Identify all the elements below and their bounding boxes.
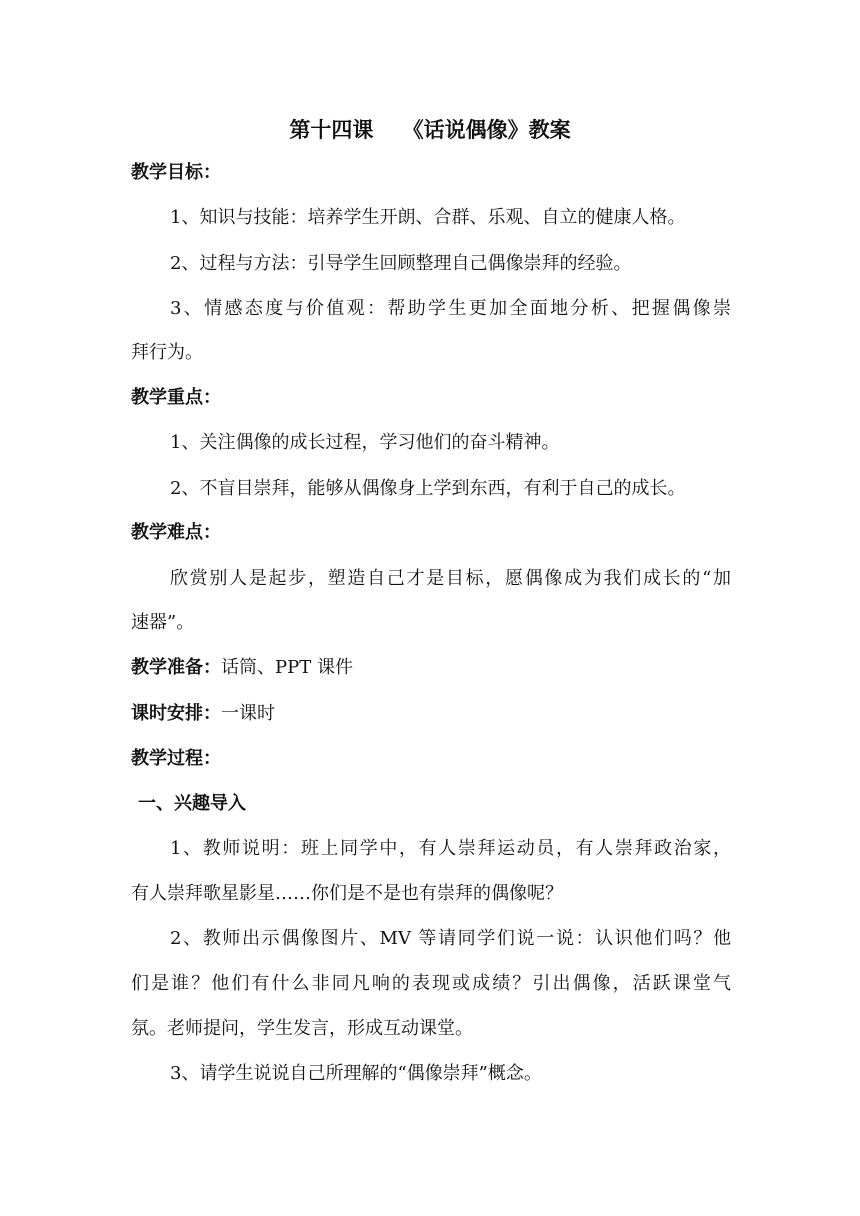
process-item-1-line-2: 有人崇拜歌星影星……你们是不是也有崇拜的偶像呢？	[131, 883, 563, 904]
objective-item-1: 1、知识与技能：培养学生开朗、合群、乐观、自立的健康人格。	[170, 207, 686, 228]
difficulties-heading: 教学难点：	[131, 522, 221, 543]
preparation-value: 话筒、PPT 课件	[221, 657, 353, 678]
document-title: 第十四课 《话说偶像》教案	[289, 117, 571, 142]
process-item-1-line-1: 1、教师说明：班上同学中，有人崇拜运动员，有人崇拜政治家，	[170, 838, 731, 859]
process-item-3: 3、请学生说说自己所理解的“偶像崇拜”概念。	[170, 1063, 542, 1084]
schedule-value: 一课时	[221, 703, 275, 724]
process-heading: 教学过程：	[131, 748, 221, 769]
preparation-label: 教学准备：	[131, 657, 221, 678]
process-item-2-line-2: 们是谁？他们有什么非同凡响的表现或成绩？引出偶像，活跃课堂气	[131, 973, 731, 994]
schedule-row	[131, 702, 731, 726]
difficulties-line-1: 欣赏别人是起步，塑造自己才是目标，愿偶像成为我们成长的“加	[170, 568, 731, 589]
key-points-heading: 教学重点：	[131, 387, 221, 408]
key-point-item-1: 1、关注偶像的成长过程，学习他们的奋斗精神。	[170, 432, 560, 453]
objective-item-3-line-2: 拜行为。	[131, 342, 203, 363]
objectives-heading: 教学目标：	[131, 162, 221, 183]
schedule-label: 课时安排：	[131, 703, 221, 724]
objective-item-3-line-1: 3、情感态度与价值观：帮助学生更加全面地分析、把握偶像崇	[170, 298, 731, 319]
section-1-title: 一、兴趣导入	[138, 793, 246, 814]
key-point-item-2: 2、不盲目崇拜，能够从偶像身上学到东西，有利于自己的成长。	[170, 478, 686, 499]
preparation-row	[131, 656, 731, 680]
process-item-2-line-3: 氛。老师提问，学生发言，形成互动课堂。	[131, 1018, 473, 1039]
objective-item-2: 2、过程与方法：引导学生回顾整理自己偶像崇拜的经验。	[170, 253, 632, 274]
process-item-2-line-1: 2、教师出示偶像图片、MV 等请同学们说一说：认识他们吗？他	[170, 928, 731, 949]
difficulties-line-2: 速器”。	[131, 612, 195, 633]
